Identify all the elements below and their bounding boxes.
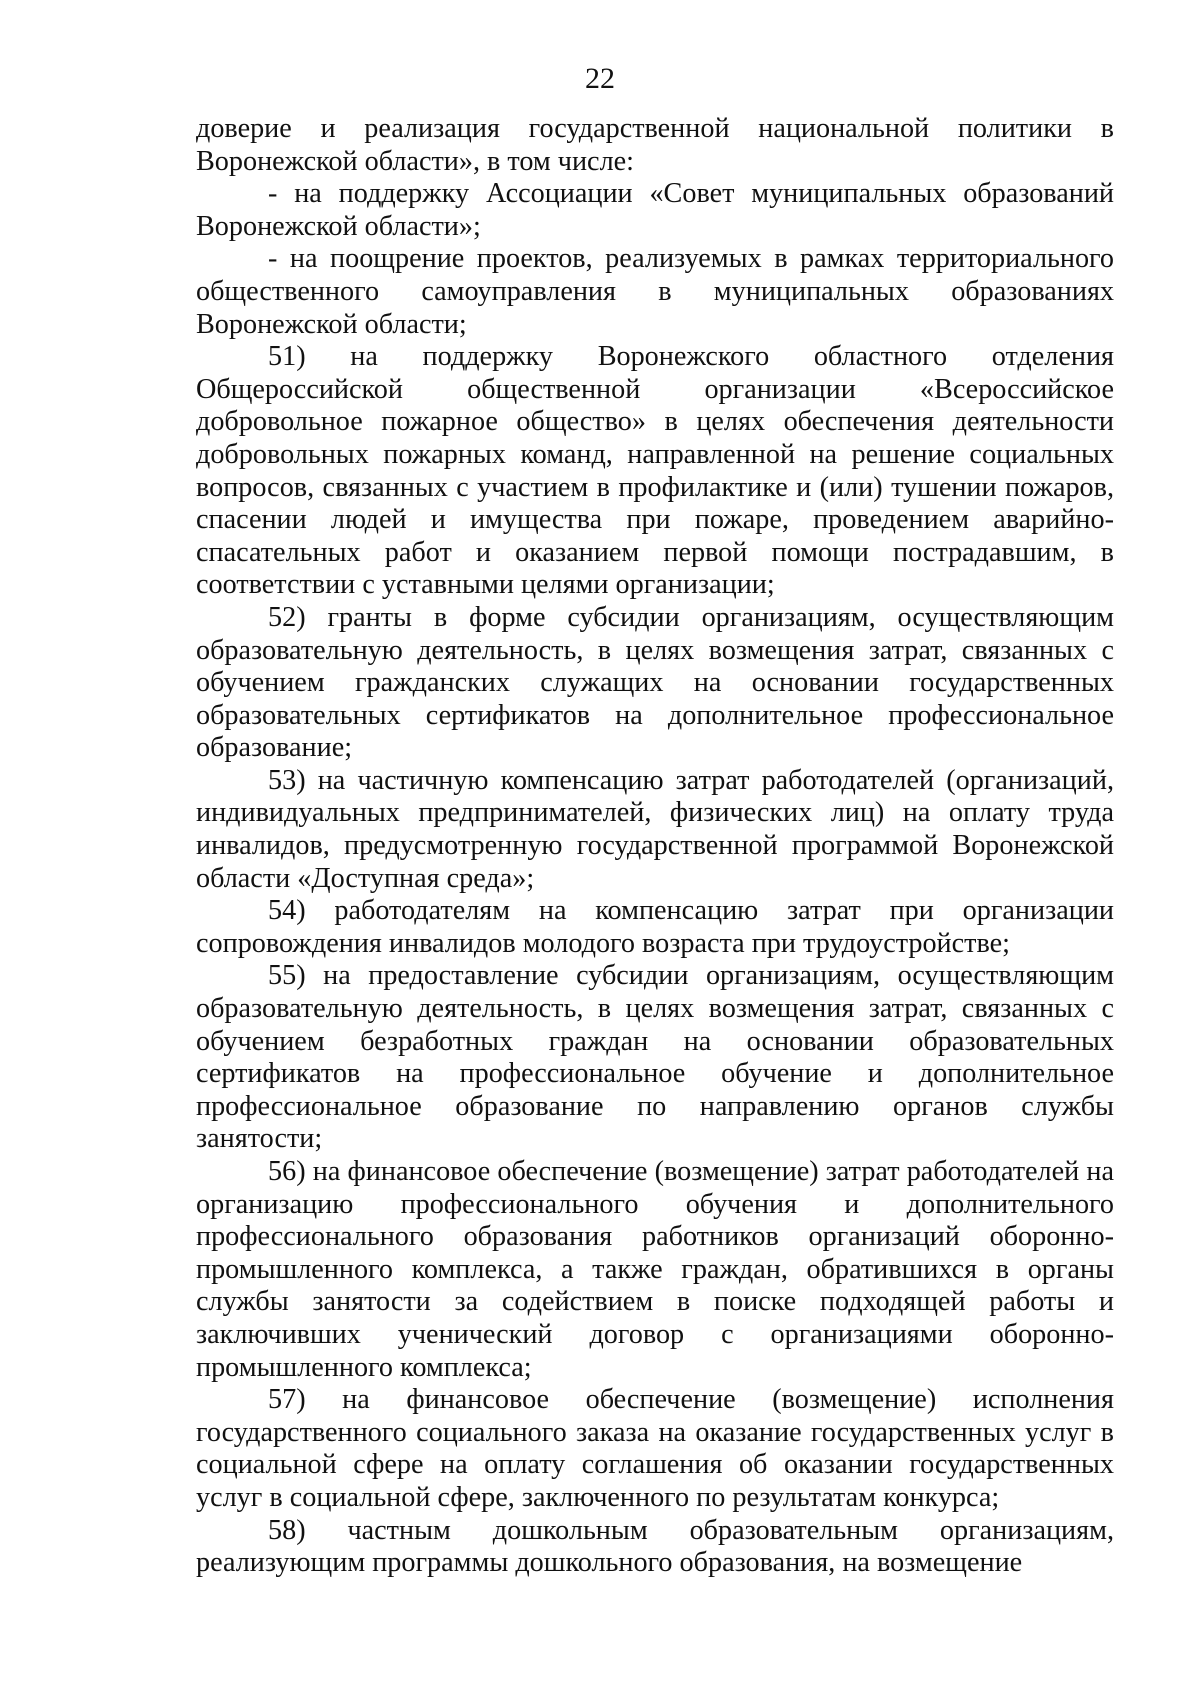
list-item-57: 57) на финансовое обеспечение (возмещение) исполнения государственного социального заказа на оказание государственных услуг в социальной сфере на оплату соглашения об оказании государственных услуг в социальной сфере, заключенного по результатам конкурса; [196,1384,1114,1513]
paragraph-intro: доверие и реализация государственной национальной политики в Воронежской области», в том числе: [196,113,1114,177]
list-item-56: 56) на финансовое обеспечение (возмещение) затрат работодателей на организацию профессионального обучения и дополнительного профессионального образования работников организаций оборонно-промышленного комплекса, а также граждан, обратившихся в органы службы занятости за содействием в поиске подходящей работы и заключивших ученический договор с организациями оборонно-промышленного комплекса; [196,1156,1114,1383]
list-item-51: 51) на поддержку Воронежского областного отделения Общероссийской общественной организации «Всероссийское добровольное пожарное общество» в целях обеспечения деятельности добровольных пожарных команд, направленной на решение социальных вопросов, связанных с участием в профилактике и (или) тушении пожаров, спасении людей и имущества при пожаре, проведением аварийно-спасательных работ и оказанием первой помощи пострадавшим, в соответствии с уставными целями организации; [196,341,1114,601]
list-item-54: 54) работодателям на компенсацию затрат при организации сопровождения инвалидов молодого возраста при трудоустройстве; [196,895,1114,959]
list-item-52: 52) гранты в форме субсидии организациям, осуществляющим образовательную деятельность, в целях возмещения затрат, связанных с обучением гражданских служащих на основании государственных образовательных сертификатов на дополнительное профессиональное образование; [196,601,1114,764]
list-item-association-support: - на поддержку Ассоциации «Совет муниципальных образований Воронежской области»; [196,178,1114,242]
list-item-58: 58) частным дошкольным образовательным организациям, реализующим программы дошкольного образования, на возмещение [196,1514,1114,1579]
page-number: 22 [585,62,615,95]
list-item-tos-projects: - на поощрение проектов, реализуемых в рамках территориального общественного самоуправления в муниципальных образованиях Воронежской области; [196,243,1114,340]
list-item-55: 55) на предоставление субсидии организациям, осуществляющим образовательную деятельность, в целях возмещения затрат, связанных с обучением безработных граждан на основании образовательных сертификатов на профессиональное обучение и дополнительное профессиональное образование по направлению органов службы занятости; [196,960,1114,1155]
document-body [196,113,1114,1580]
list-item-53: 53) на частичную компенсацию затрат работодателей (организаций, индивидуальных предпринимателей, физических лиц) на оплату труда инвалидов, предусмотренную государственной программой Воронежской области «Доступная среда»; [196,764,1114,894]
